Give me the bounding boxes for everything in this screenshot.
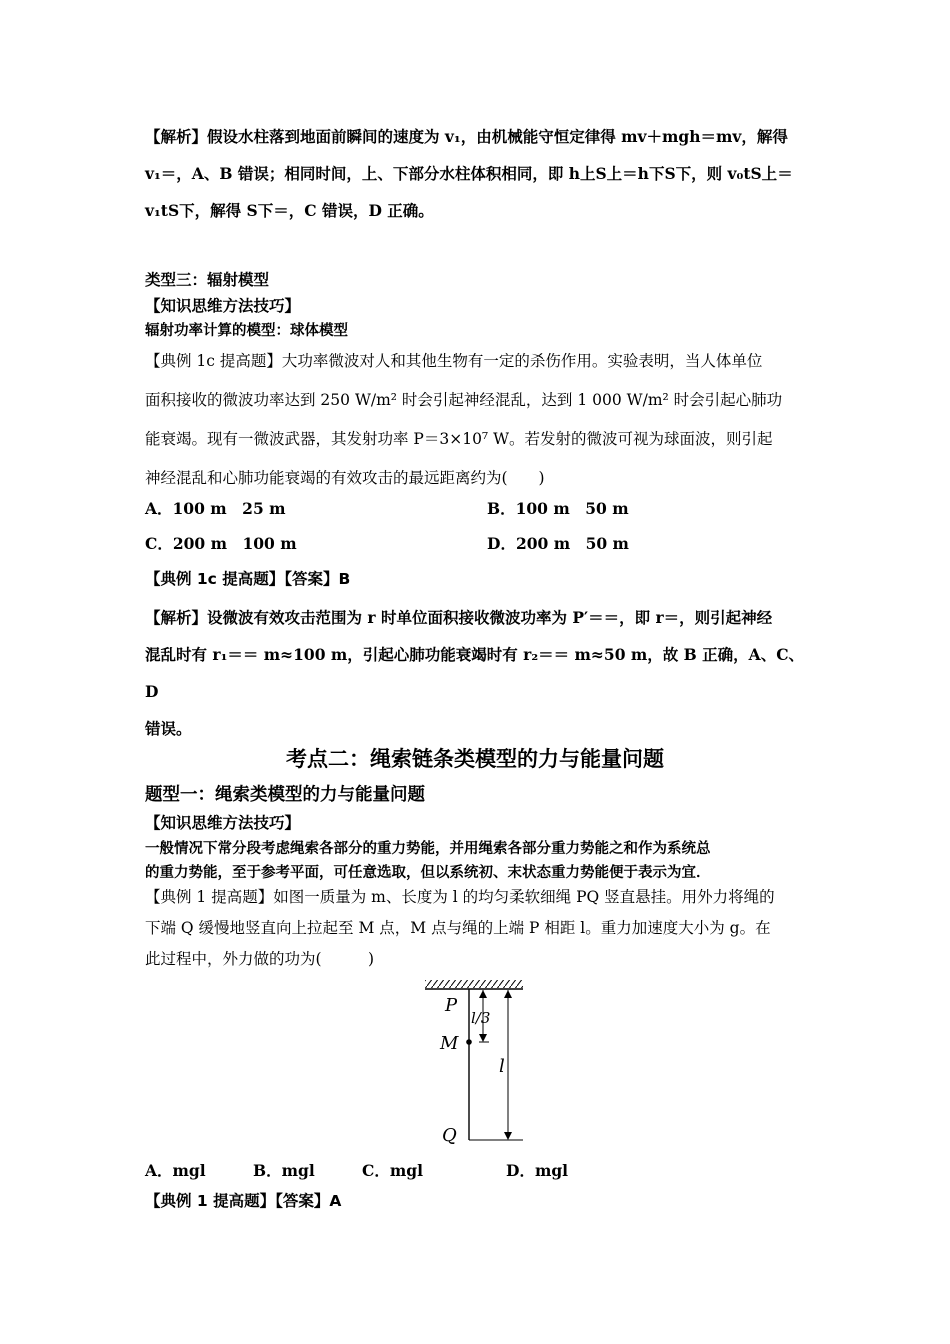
section-heading: 考点二：绳索链条类模型的力与能量问题 — [286, 747, 664, 771]
option-d: D．mgl — [506, 1161, 569, 1180]
analysis-line: 混乱时有 r₁＝＝ m≈100 m，引起心肺功能衰竭时有 r₂＝＝ m≈50 m，故 B 正确，A、C、D — [145, 645, 805, 701]
type-title: 类型三：辐射模型 — [145, 271, 270, 289]
question-line: 下端 Q 缓慢地竖直向上拉起至 M 点，M 点与绳的上端 P 相距 l。重力加速度大小为 g。在 — [145, 919, 771, 937]
tips-line: 一般情况下常分段考虑绳索各部分的重力势能，并用绳索各部分重力势能之和作为系统总 — [145, 840, 711, 857]
analysis-block-1 — [145, 118, 807, 229]
label-m: M — [440, 1033, 459, 1054]
question-1c — [145, 342, 807, 498]
option-b: B．100 m 50 m — [487, 499, 629, 518]
analysis-line: 【解析】假设水柱落到地面前瞬间的速度为 v₁，由机械能守恒定律得 mv＋mgh＝mv，解得 — [145, 127, 788, 146]
analysis-line: 【解析】设微波有效攻击范围为 r 时单位面积接收微波功率为 P′＝＝，即 r＝，则引起神经 — [145, 608, 773, 627]
question-1 — [145, 882, 807, 975]
option-c: C．mgl — [362, 1161, 423, 1180]
point-m-dot — [466, 1039, 472, 1045]
option-d: D．200 m 50 m — [487, 534, 629, 553]
analysis-line: v₁＝，A、B 错误；相同时间，上、下部分水柱体积相同，即 h上S上＝h下S下，则 v₀tS上＝ — [145, 164, 793, 183]
tips-text: 辐射功率计算的模型：球体模型 — [145, 322, 348, 339]
option-a: A．mgl — [145, 1161, 206, 1180]
answer-1c: 【典例 1c 提高题】【答案】B — [145, 570, 351, 588]
label-l: l — [499, 1056, 505, 1077]
rope-model-block — [145, 781, 807, 885]
question-line: 【典例 1 提高题】如图一质量为 m、长度为 l 的均匀柔软细绳 PQ 竖直悬挂。用外力将绳的 — [145, 888, 775, 906]
tips-label: 【知识思维方法技巧】 — [145, 297, 301, 315]
question-line: 面积接收的微波功率达到 250 W/m² 时会引起神经混乱，达到 1 000 W/m² 时会引起心肺功 — [145, 391, 783, 409]
option-a: A．100 m 25 m — [145, 499, 286, 518]
question-line: 能衰竭。现有一微波武器，其发射功率 P＝3×10⁷ W。若发射的微波可视为球面波，则引起 — [145, 430, 773, 448]
question-line: 神经混乱和心肺功能衰竭的有效攻击的最远距离约为( ) — [145, 469, 545, 487]
question-line: 【典例 1c 提高题】大功率微波对人和其他生物有一定的杀伤作用。实验表明，当人体单位 — [145, 352, 763, 370]
label-l3: l/3 — [471, 1009, 491, 1027]
label-q: Q — [442, 1125, 457, 1146]
analysis-block-2 — [145, 599, 807, 747]
tips-line: 的重力势能，至于参考平面，可任意选取，但以系统初、末状态重力势能便于表示为宜． — [145, 864, 711, 881]
ceiling-hatch — [425, 980, 523, 988]
option-c: C．200 m 100 m — [145, 534, 297, 553]
tips-label: 【知识思维方法技巧】 — [145, 814, 301, 832]
rope-figure — [415, 978, 530, 1148]
label-p: P — [445, 995, 458, 1016]
analysis-line: 错误。 — [145, 719, 192, 738]
question-line: 此过程中，外力做的功为( ) — [145, 950, 375, 968]
analysis-line: v₁tS下，解得 S下＝，C 错误，D 正确。 — [145, 201, 434, 220]
option-b: B．mgl — [253, 1161, 315, 1180]
subheading: 题型一：绳索类模型的力与能量问题 — [145, 785, 425, 805]
answer-1: 【典例 1 提高题】【答案】A — [145, 1192, 342, 1210]
type-three-block — [145, 267, 807, 343]
